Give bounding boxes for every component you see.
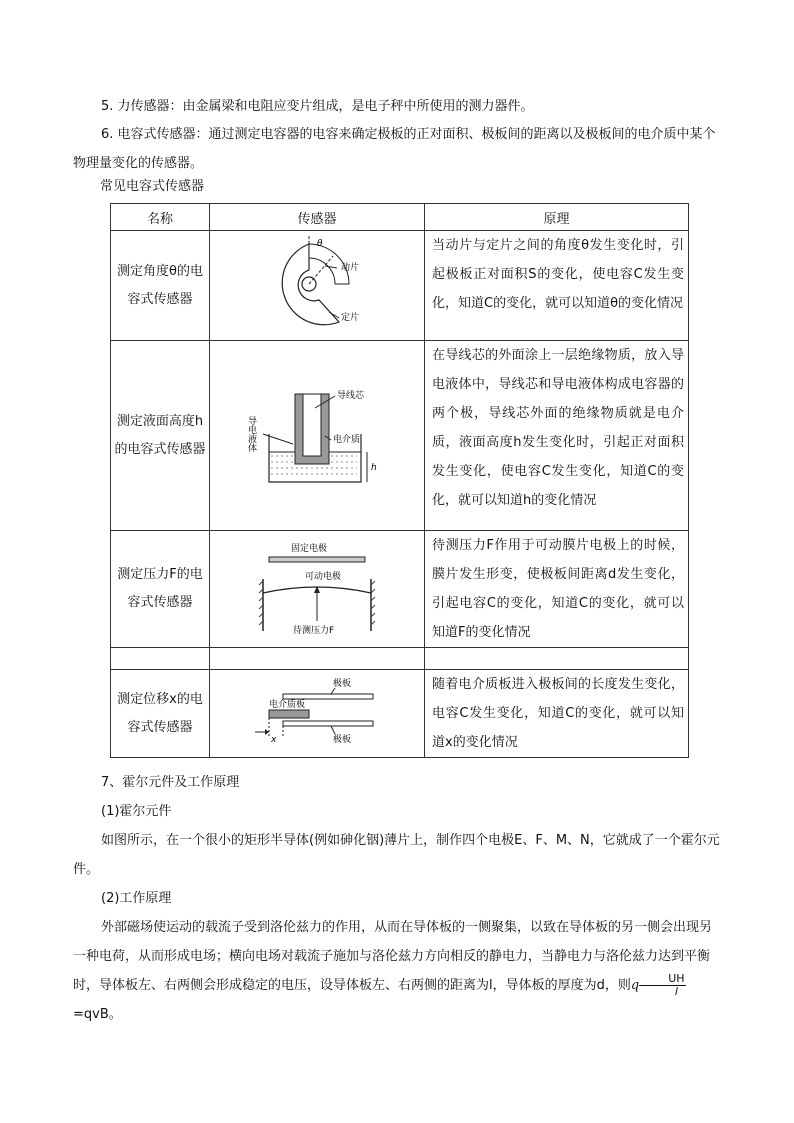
liquid-level-diagram: [210, 341, 425, 531]
section-7-1-text: 如图所示，在一个很小的矩形半导体(例如砷化铟)薄片上，制作四个电极E、F、M、N，它就成了一个霍尔元件。: [73, 833, 720, 877]
height-label: h: [371, 462, 377, 473]
row-description: 随着电介质板进入极板间的长度发生变化，电容C发生变化，知道C的变化，就可以知道x的变化情况: [425, 670, 689, 758]
row-description: [425, 648, 689, 670]
row-name: 测定压力F的电容式传感器: [111, 531, 210, 648]
dielectric-label: 电介质: [333, 434, 361, 445]
paragraph-capacitive-sensor: 6. 电容式传感器：通过测定电容器的电容来确定极板的正对面积、极板间的距离以及极板间的电介质中某个物理量变化的传感器。: [73, 127, 716, 171]
row-name: 测定液面高度h的电容式传感器: [111, 341, 210, 531]
core-label: 导线芯: [337, 390, 365, 401]
liquid-label: 导电液体: [247, 415, 256, 452]
movable-electrode-label: 可动电极: [305, 572, 342, 582]
dielectric-plate-label: 电介质板: [269, 699, 306, 710]
table-row-displacement: [111, 670, 689, 758]
table-row-pressure: [111, 531, 689, 648]
row-description: 待测压力F作用于可动膜片电极上的时候，膜片发生形变，使极板间距离d发生变化，引起电容C的变化，知道C的变化，就可以知道F的变化情况: [425, 531, 689, 648]
displacement-sensor-diagram: [210, 670, 425, 758]
fixed-plate-label: 定片: [341, 312, 360, 323]
moving-plate-label: 动片: [341, 262, 360, 273]
row-name: 测定位移x的电容式传感器: [111, 670, 210, 758]
x-label: x: [271, 734, 277, 745]
section-7-2-title: (2)工作原理: [101, 891, 172, 906]
table-row-empty: [111, 648, 689, 670]
header-sensor: 传感器: [210, 204, 425, 231]
formula-fraction: $\frac{UH}{l}$: [639, 973, 685, 998]
bottom-plate-label: 极板: [333, 734, 352, 745]
header-principle: 原理: [425, 204, 689, 231]
row-name: [111, 648, 210, 670]
row-name: 测定角度θ的电容式传感器: [111, 231, 210, 341]
section-7-1-title: (1)霍尔元件: [101, 804, 172, 819]
row-description: 在导线芯的外面涂上一层绝缘物质，放入导电液体中，导线芯和导电液体构成电容器的两个极，导线芯外面的绝缘物质就是电介质，液面高度h发生变化时，引起正对面积发生变化，使电容C发生变化，知道C的变化，就可以知道h的变化情况: [425, 341, 689, 531]
table-header-row: [111, 204, 689, 231]
theta-label: θ: [317, 238, 323, 249]
section-7-2-text: 外部磁场使运动的载流子受到洛伦兹力的作用，从而在导体板的一侧聚集，以致在导体板的另一侧会出现另一种电荷，从而形成电场；横向电场对载流子施加与洛伦兹力方向相反的静电力，当静电力与洛伦兹力达到平衡时，导体板左、右两侧会形成稳定的电压，设导体板左、右两侧的距离为l，导体板的厚度为d，则q $\frac{UH}{l}$ =qvB。: [73, 920, 713, 1022]
section-7-title: 7、霍尔元件及工作原理: [101, 775, 240, 790]
table-row-angle: [111, 231, 689, 341]
pressure-sensor-diagram: [210, 531, 425, 648]
table-row-liquid: [111, 341, 689, 531]
paragraph-force-sensor: 5. 力传感器：由金属梁和电阻应变片组成，是电子秤中所使用的测力器件。: [101, 99, 534, 114]
angle-sensor-diagram: [210, 231, 425, 341]
table-title: 常见电容式传感器: [100, 179, 205, 194]
fixed-electrode-label: 固定电极: [291, 544, 328, 554]
row-description: 当动片与定片之间的角度θ发生变化时，引起极板正对面积S的变化，使电容C发生变化，知道C的变化，就可以知道θ的变化情况: [425, 231, 689, 341]
top-plate-label: 极板: [333, 678, 352, 689]
force-label: 待测压力F: [293, 626, 335, 635]
header-name: 名称: [111, 204, 210, 231]
sensor-table: [110, 203, 689, 758]
